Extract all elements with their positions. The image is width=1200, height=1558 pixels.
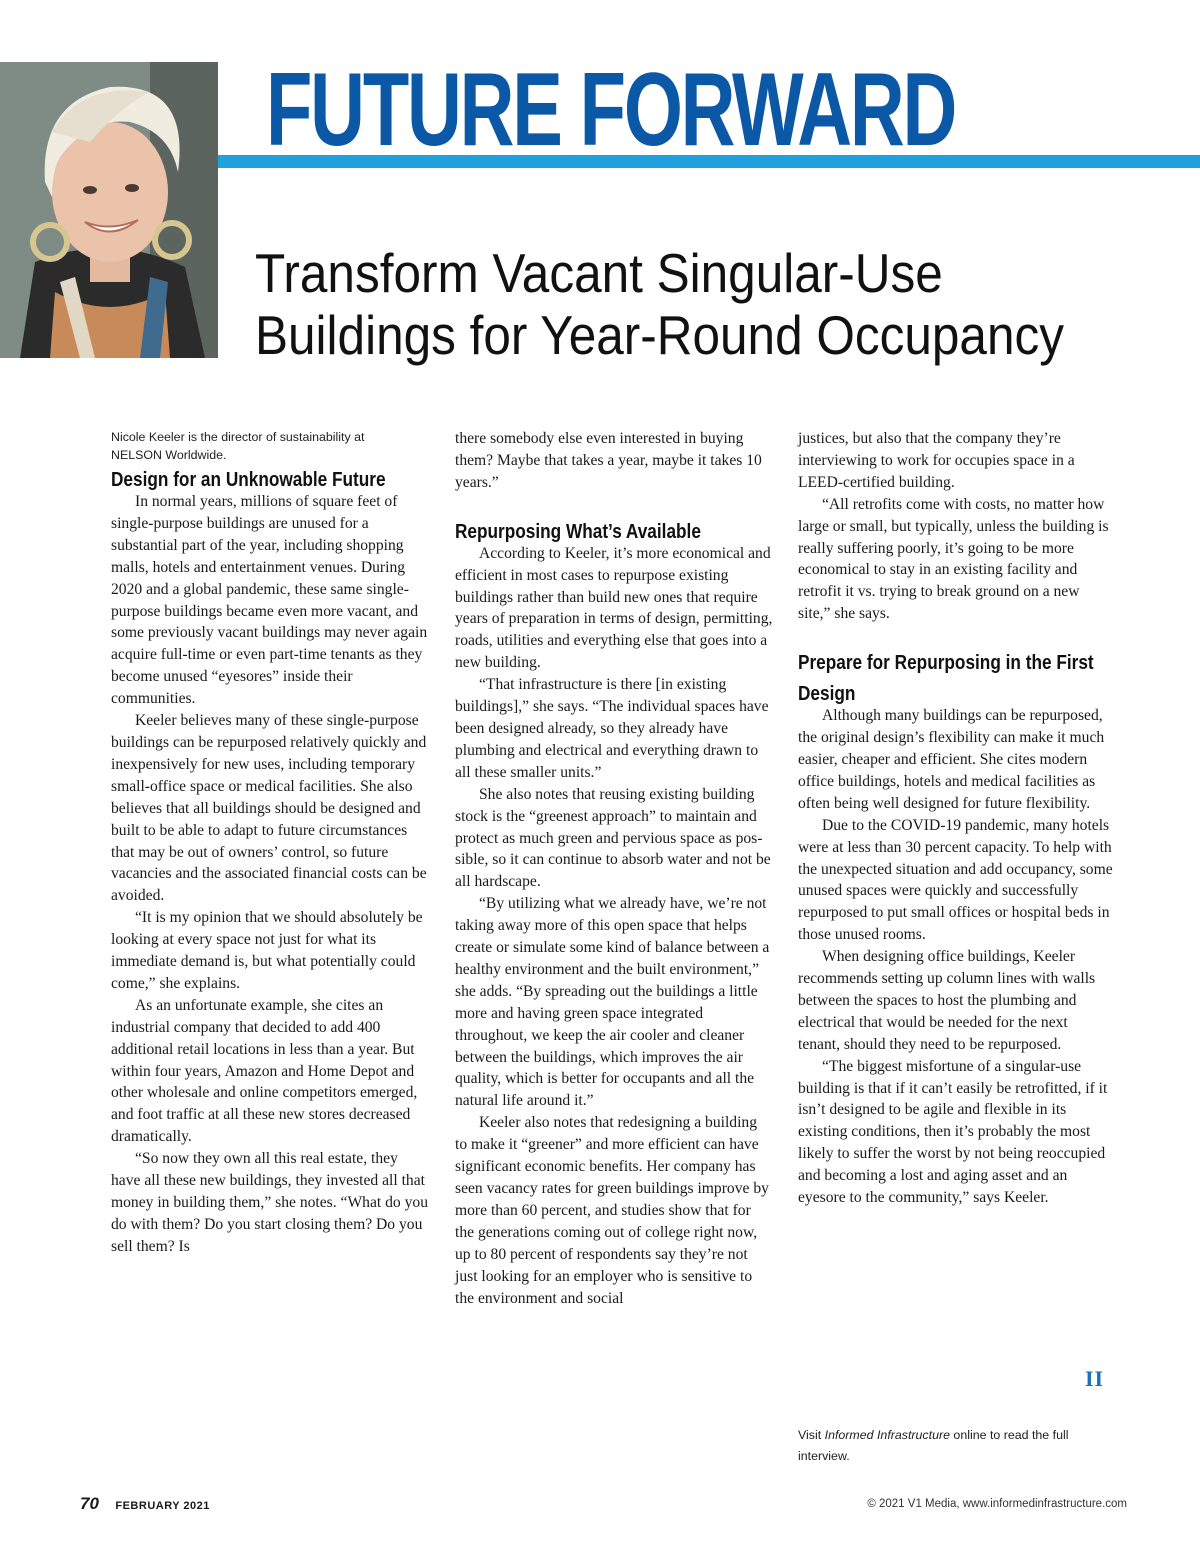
section-heading-design: Design for an Unknowable Future <box>111 468 386 491</box>
paragraph: In normal years, millions of square feet of single-purpose buildings are unused for a substantial part of the year, including shopping malls, hotels and entertainment venues. During 2020 and a global pandemic, these same single-purpose buildings became even more vacant, and some previously vacant buildings may never again acquire full-time or even part-time tenants as they become unused “eyesores” inside their communities. <box>111 493 428 708</box>
paragraph: Keeler believes many of these single-purpose buildings can be repurposed relatively quickly and inexpensively for new uses, including temporary small-office space or medical facilities. She also believes that all buildings should be designed and built to be able to adapt to future circumstances that may be out of owners’ control, so future vacancies and the associated financial costs can be avoided. <box>111 712 427 905</box>
paragraph-continued: there somebody else even interested in buying them? Maybe that takes a year, maybe it takes 10 years.” <box>455 430 762 491</box>
paragraph: When designing office buildings, Keeler recommends setting up column lines with walls between the spaces to host the plumbing and electrical that would be needed for the next tenant, should they need to be repurposed. <box>798 948 1096 1053</box>
paragraph: “The biggest misfortune of a singular-use building is that if it can’t easily be retrofitted, if it isn’t designed to be agile and flexible in its existing conditions, then it’s probably the most likely to suffer the worst by not being reoccupied and becoming a lost and aging asset and an eyesore to the community,” says Keeler. <box>798 1057 1108 1207</box>
paragraph: “So now they own all this real estate, they have all these new buildings, they invested all that money in building them,” she notes. “What do you do with them? Do you start closing them? Do you sell them? Is <box>111 1150 429 1255</box>
end-of-article-mark: II <box>1085 1366 1105 1391</box>
paragraph: “It is my opinion that we should absolutely be looking at every space not just for what its immediate demand is, but what potentially could come,” she explains. <box>111 909 423 992</box>
paragraph: As an unfortunate example, she cites an industrial company that decided to add 400 additional retail locations in less than a year. But within four years, Amazon and Home Depot and other wholesale and online competitors emerged, and foot traffic at all these new stores decreased dramatically. <box>111 996 418 1146</box>
article-column-2 <box>455 428 773 1309</box>
article-column-3 <box>798 428 1113 1209</box>
author-portrait-photo <box>0 62 218 358</box>
paragraph: Keeler also notes that redesigning a building to make it “greener” and more efficient can have significant economic benefits. Her company has seen vacancy rates for green buildings improve by more than 60 percent, and studies show that for the generations coming out of college right now, up to 80 percent of respondents say they’re not just looking for an employer who is sensitive to the environment and social <box>455 1114 769 1307</box>
section-heading-prepare: Prepare for Repurposing in the First Design <box>798 651 1094 706</box>
paragraph: According to Keeler, it’s more economical and efficient in most cases to repurpose existing buildings rather than build new ones that require years of preparation in terms of design, permitting, roads, utilities and everything else that goes into a new building. <box>455 544 773 672</box>
article-headline <box>255 242 1065 366</box>
page-footer-left <box>80 1494 210 1514</box>
section-title: FUTURE FORWARD <box>266 52 956 168</box>
paragraph: Due to the COVID-19 pandemic, many hotels were at less than 30 percent capacity. To help with the unexpected situation and add occupancy, some unused spaces were quickly and successfully repurposed to put small offices or hospital beds in those unused rooms. <box>798 816 1113 944</box>
paragraph: “All retrofits come with costs, no matter how large or small, but typically, unless the building is really suffering poorly, it’s going to be more economical to stay in an existing facility and retrofit it vs. trying to break ground on a new site,” she says. <box>798 495 1109 623</box>
headline-line-1: Transform Vacant Singular-Use <box>255 242 943 304</box>
paragraph: “That infrastructure is there [in existing buildings],” she says. “The individual spaces have been designed already, so they already have plumbing and electrical and everything drawn to all these smaller units.” <box>455 676 769 781</box>
article-column-1 <box>111 428 431 1258</box>
paragraph: She also notes that reusing existing building stock is the “greenest approach” to maintain and protect as much green and pervious space as possible, so it can continue to absorb water and not be all hardscape. <box>455 785 771 891</box>
visit-note <box>798 1425 1088 1467</box>
author-bio: Nicole Keeler is the director of sustainability at NELSON Worldwide. <box>111 430 365 462</box>
visit-prefix: Visit <box>798 1428 825 1442</box>
section-heading-repurposing: Repurposing What’s Available <box>455 519 701 543</box>
visit-suffix: online to read the full interview. <box>798 1428 1069 1463</box>
paragraph: Although many buildings can be repurposed, the original design’s flexibility can make it much easier, cheaper and efficient. She cites modern office buildings, hotels and medical facilities as often being well designed for future flexibility. <box>798 707 1105 812</box>
issue-date: FEBRUARY 2021 <box>115 1500 210 1512</box>
paragraph: “By utilizing what we already have, we’re not taking away more of this open space that helps create or simulate some kind of balance between a healthy environment and the built environment,” she adds. “By spreading out the buildings a little more and having green space integrated throughout, we keep the air cooler and cleaner between the buildings, which improves the air quality, which is better for occupants and all the natural life around it.” <box>455 895 770 1110</box>
headline-line-2: Buildings for Year-Round Occupancy <box>255 304 1065 366</box>
paragraph-continued: justices, but also that the company they’re interviewing to work for occupies space in a LEED-certified building. <box>798 430 1075 491</box>
publication-name-link[interactable]: Informed Infrastructure <box>824 1428 950 1442</box>
copyright-notice: © 2021 V1 Media, www.informedinfrastructure.com <box>867 1498 1127 1510</box>
portrait-illustration <box>0 62 218 358</box>
page-number: 70 <box>80 1494 99 1513</box>
